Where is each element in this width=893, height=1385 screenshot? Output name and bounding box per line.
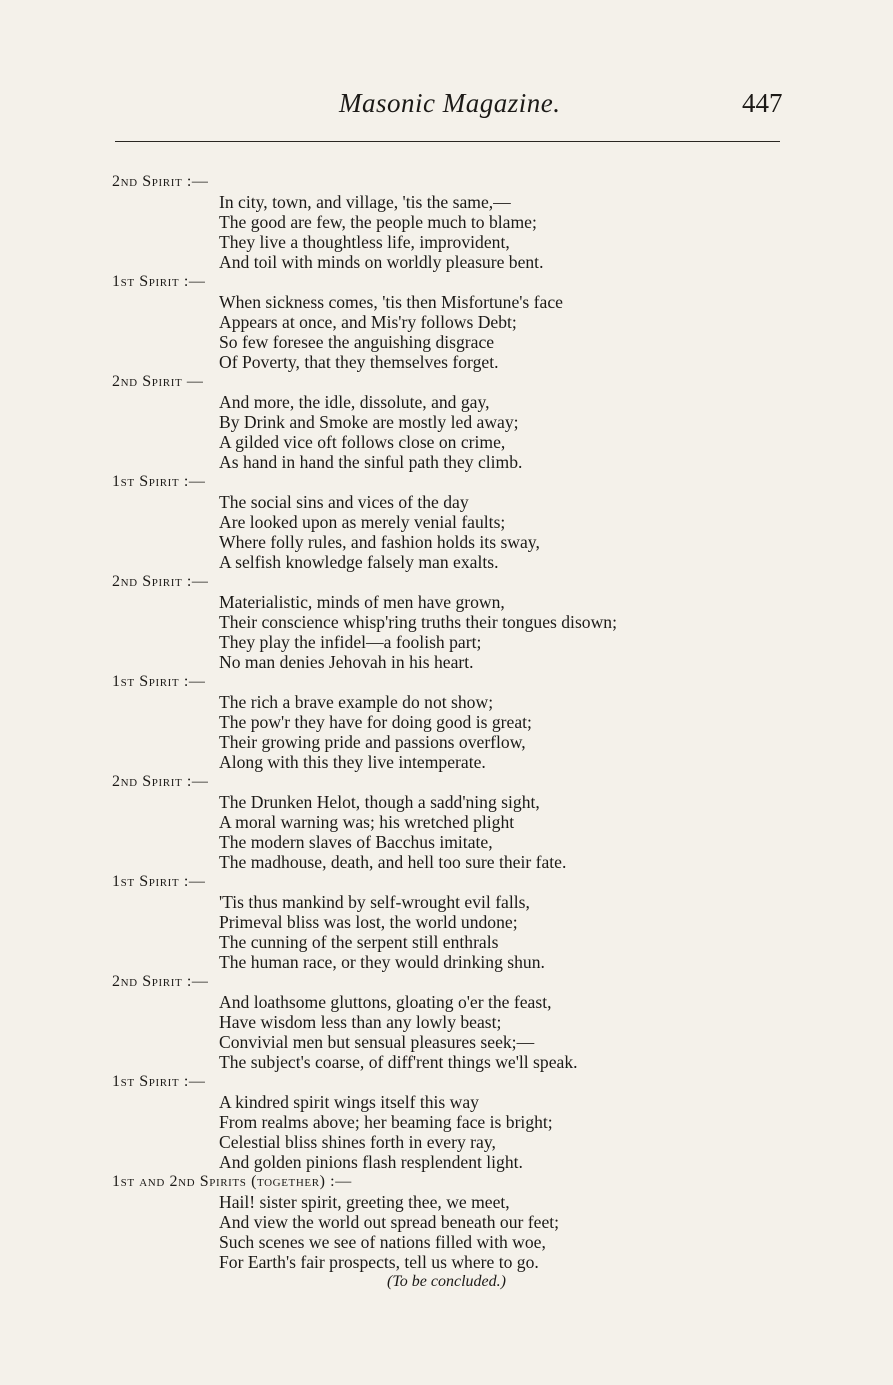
stanza xyxy=(0,472,893,572)
verse-line: A kindred spirit wings itself this way xyxy=(219,1092,479,1112)
verse-line: The cunning of the serpent still enthrals xyxy=(219,932,499,952)
speaker-label: 1st Spirit :— xyxy=(112,873,206,890)
speaker-label: 2nd Spirit :— xyxy=(112,173,209,190)
verse-line: Their growing pride and passions overflow, xyxy=(219,732,526,752)
stanza xyxy=(0,572,893,672)
verse-line: And toil with minds on worldly pleasure bent. xyxy=(219,252,544,272)
verse-line: Are looked upon as merely venial faults; xyxy=(219,512,506,532)
verse-line: The rich a brave example do not show; xyxy=(219,692,494,712)
verse-line: 'Tis thus mankind by self-wrought evil falls, xyxy=(219,892,530,912)
verse-line: So few foresee the anguishing disgrace xyxy=(219,332,495,352)
speaker-label: 2nd Spirit :— xyxy=(112,573,209,590)
page-number: 447 xyxy=(742,88,783,118)
verse-line: And more, the idle, dissolute, and gay, xyxy=(219,392,490,412)
verse-line: The pow'r they have for doing good is great; xyxy=(219,712,532,732)
header-rule xyxy=(115,141,780,142)
verse-line: They play the infidel—a foolish part; xyxy=(219,632,482,652)
continuation-note: (To be concluded.) xyxy=(387,1273,506,1290)
speaker-label: 1st Spirit :— xyxy=(112,1073,206,1090)
verse-line: Their conscience whisp'ring truths their tongues disown; xyxy=(219,612,617,632)
stanza xyxy=(0,272,893,372)
page-header xyxy=(0,88,893,128)
verse-line: Along with this they live intemperate. xyxy=(219,752,486,772)
verse-line: A selfish knowledge falsely man exalts. xyxy=(219,552,499,572)
verse-line: The madhouse, death, and hell too sure their fate. xyxy=(219,852,567,872)
verse-line: The human race, or they would drinking shun. xyxy=(219,952,545,972)
verse-line: A moral warning was; his wretched plight xyxy=(219,812,515,832)
verse-line: The social sins and vices of the day xyxy=(219,492,469,512)
verse-line: The modern slaves of Bacchus imitate, xyxy=(219,832,493,852)
verse-line: And loathsome gluttons, gloating o'er the feast, xyxy=(219,992,552,1012)
verse-line: Appears at once, and Mis'ry follows Debt; xyxy=(219,312,517,332)
verse-line: Celestial bliss shines forth in every ray, xyxy=(219,1132,496,1152)
stanza xyxy=(0,372,893,472)
verse-line: No man denies Jehovah in his heart. xyxy=(219,652,474,672)
stanza xyxy=(0,1172,893,1272)
verse-line: And view the world out spread beneath our feet; xyxy=(219,1212,560,1232)
verse-line: Primeval bliss was lost, the world undone; xyxy=(219,912,518,932)
stanza xyxy=(0,772,893,872)
verse-line: Hail! sister spirit, greeting thee, we meet, xyxy=(219,1192,510,1212)
speaker-label: 1st Spirit :— xyxy=(112,473,206,490)
speaker-label: 2nd Spirit — xyxy=(112,373,204,390)
stanza xyxy=(0,672,893,772)
stanza xyxy=(0,872,893,972)
verse-line: They live a thoughtless life, improvident, xyxy=(219,232,510,252)
stanza xyxy=(0,1072,893,1172)
verse-line: Materialistic, minds of men have grown, xyxy=(219,592,505,612)
verse-line: And golden pinions flash resplendent light. xyxy=(219,1152,523,1172)
speaker-label: 2nd Spirit :— xyxy=(112,773,209,790)
verse-line: As hand in hand the sinful path they climb. xyxy=(219,452,523,472)
speaker-label: 1st and 2nd Spirits (together) :— xyxy=(112,1173,352,1190)
poem-body xyxy=(0,172,893,1292)
verse-line: Convivial men but sensual pleasures seek;— xyxy=(219,1032,535,1052)
verse-line: Have wisdom less than any lowly beast; xyxy=(219,1012,502,1032)
verse-line: The good are few, the people much to blame; xyxy=(219,212,537,232)
verse-line: Of Poverty, that they themselves forget. xyxy=(219,352,499,372)
verse-line: In city, town, and village, 'tis the same,— xyxy=(219,192,511,212)
stanza xyxy=(0,972,893,1072)
verse-line: Such scenes we see of nations filled with woe, xyxy=(219,1232,546,1252)
verse-line: From realms above; her beaming face is bright; xyxy=(219,1112,553,1132)
speaker-label: 1st Spirit :— xyxy=(112,673,206,690)
verse-line: By Drink and Smoke are mostly led away; xyxy=(219,412,519,432)
speaker-label: 2nd Spirit :— xyxy=(112,973,209,990)
verse-line: The Drunken Helot, though a sadd'ning sight, xyxy=(219,792,540,812)
verse-line: When sickness comes, 'tis then Misfortune's face xyxy=(219,292,563,312)
stanza xyxy=(0,172,893,272)
running-title: Masonic Magazine. xyxy=(339,88,561,118)
verse-line: The subject's coarse, of diff'rent things we'll speak. xyxy=(219,1052,578,1072)
verse-line: Where folly rules, and fashion holds its sway, xyxy=(219,532,540,552)
verse-line: A gilded vice oft follows close on crime, xyxy=(219,432,506,452)
speaker-label: 1st Spirit :— xyxy=(112,273,206,290)
verse-line: For Earth's fair prospects, tell us where to go. xyxy=(219,1252,539,1272)
